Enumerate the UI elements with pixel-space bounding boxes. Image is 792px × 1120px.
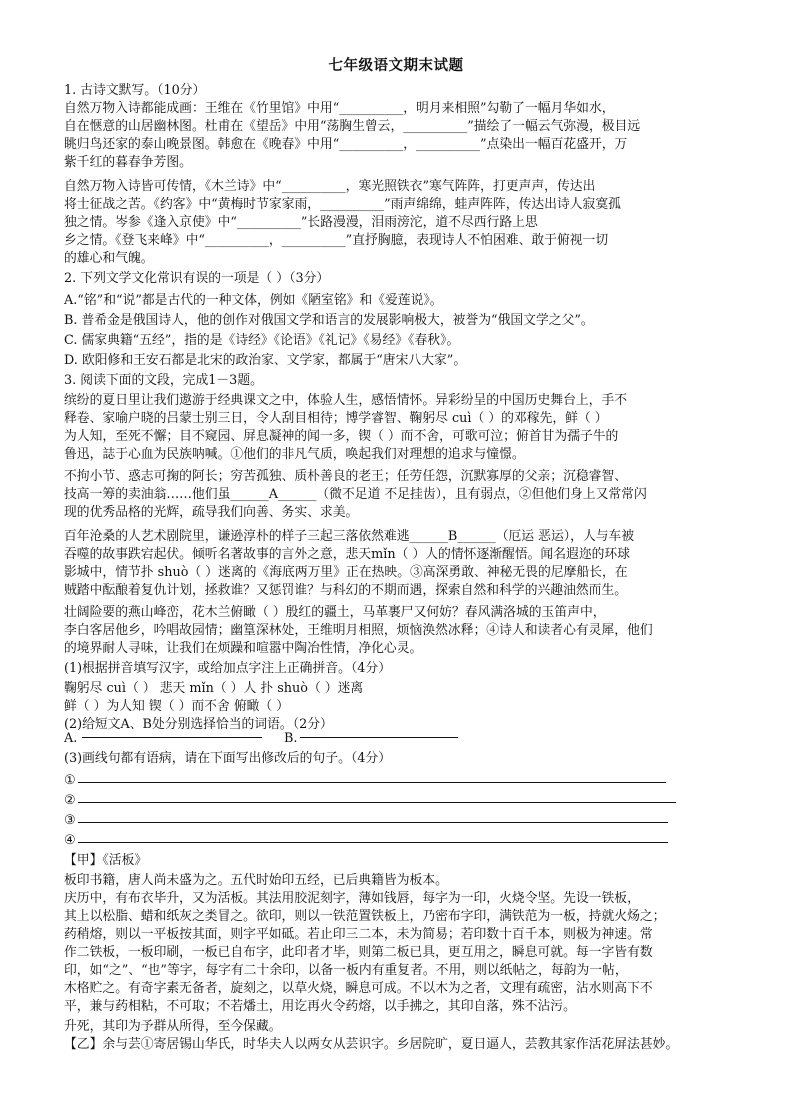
text-line: 药稍熔，则以一平板按其面，则字平如砥。若止印三二本，未为简易；若印数十百千本，则极为神速。常: [64, 927, 653, 942]
text-line: 自然万物入诗皆可传情，《木兰诗》中“__________，寒光照铁衣”寒气阵阵，打更声声，传达出: [64, 179, 596, 194]
text-line: 【甲】《活板》: [64, 853, 148, 868]
text-line: 庆历中，有布衣毕升，又为活板。其法用胶泥刻字，薄如钱唇，每字为一印，火烧令坚。先设一铁板，: [64, 891, 640, 906]
text-line: 板印书籍，唐人尚未盛为之。五代时始印五经，已后典籍皆为板本。: [64, 873, 448, 888]
text-line: 释卷、家喻户晓的吕蒙士别三日，令人刮目相待；博学睿智、鞠躬尽 cuì（ ）的邓稼先，鲜（ ）: [64, 411, 608, 426]
text-line: 为人知，至死不懈；目不窥园、屏息凝神的闻一多，锲（ ）而不舍，可歌可泣；俯首甘为孺子牛的: [64, 429, 619, 444]
text-line: 鲁迅，誌于心血为民族呐喊。①他们的非凡气质，唤起我们对理想的追求与憧憬。: [64, 447, 525, 462]
exam-title: 七年级语文期末试题: [328, 57, 464, 74]
text-line: 不拘小节、惑志可掬的阿长；穷苦孤独、质朴善良的老王；任劳任怨，沉默寡厚的父亲；沉稳睿智、: [64, 469, 628, 484]
text-line: 将士征战之苦。《约客》中“黄梅时节家家雨，__________”雨声绵绵，蛙声阵阵，传达出诗人寂寞孤: [64, 197, 621, 212]
answer-line-a: [82, 737, 262, 738]
text-line: 壮阔险要的燕山峰峦，花木兰俯瞰（ ）殷红的疆土，马革裹尸又何妨？春风满洛城的玉笛声中，: [64, 605, 606, 620]
answer-line-3: [78, 822, 668, 823]
text-line: (1)根据拼音填写汉字，或给加点字注上正确拼音。（4分）: [64, 661, 391, 676]
text-line: 的雄心和气魄。: [64, 251, 154, 266]
text-line: 影城中，情节扑 shuò（ ）迷离的《海底两万里》正在热映。③高深勇敢、神秘无畏的尼摩船长，在: [64, 565, 628, 580]
text-line: 乡之情。《登飞来峰》中“__________，__________”直抒胸臆，表现诗人不怕困难、敢于俯视一切: [64, 233, 609, 248]
text-line: ③: [64, 813, 76, 828]
text-line: 缤纷的夏日里让我们遨游于经典课文之中，体验人生，感悟情怀。异彩纷呈的中国历史舞台上，手不: [64, 393, 628, 408]
text-line: 鲜（ ）为人知 锲（ ）而不舍 俯瞰（ ）: [64, 699, 290, 714]
text-line: 紫千红的暮春争芳图。: [64, 155, 192, 170]
text-line: 1. 古诗文默写。（10分）: [64, 83, 206, 98]
text-line: 作二铁板，一板印刷，一板已自布字，此印者才毕，则第二板已具，更互用之，瞬息可就。每一字皆有数: [64, 945, 653, 960]
text-line: 技高一筹的卖油翁……他们虽______A______（微不足道 不足挂齿），且有弱点，②但他们身上又常常闪: [64, 487, 647, 502]
text-line: 其上以松脂、蜡和纸灰之类冒之。欲印，则以一铁范置铁板上，乃密布字印，满铁范为一板，持就火炀之；: [64, 909, 666, 924]
text-line: (3)画线句都有语病，请在下面写出修改后的句子。（4分）: [64, 751, 391, 766]
text-line: 自然万物入诗都能成画：王维在《竹里馆》中用“__________，明月来相照”勾勒了一幅月华如水，: [64, 101, 615, 116]
text-line: D. 欧阳修和王安石都是北宋的政治家、文学家，都属于“唐宋八大家”。: [64, 353, 467, 368]
text-line: 眺归鸟还家的泰山晚景图。韩愈在《晚春》中用“__________，__________”点染出一幅百花盛开，万: [64, 137, 628, 152]
text-line: 吞噬的故事跌宕起伏。倾听名著故事的言外之意，悲天mǐn（ ）人的情怀逐渐醒悟。闻名遐迩的环球: [64, 547, 631, 562]
text-line: ①: [64, 773, 76, 788]
text-line: C. 儒家典籍“五经”，指的是《诗经》《论语》《礼记》《易经》《春秋》。: [64, 333, 460, 348]
text-line: 平，兼与药相粘，不可取；不若燔土，用讫再火令药熔，以手拂之，其印自落，殊不沾污。: [64, 999, 576, 1014]
answer-line-b: [300, 737, 458, 738]
answer-line-4: [78, 842, 668, 843]
text-line: A.“铭”和“说”都是古代的一种文体，例如《陋室铭》和《爱莲说》。: [64, 293, 443, 308]
text-line: 2. 下列文学文化常识有误的一项是（ ）（3分）: [64, 271, 330, 286]
answer-line-1: [78, 782, 666, 783]
text-line: 3. 阅读下面的文段，完成1－3题。: [64, 373, 263, 388]
text-line: 现的优秀品格的光辉，疏导我们向善、务实、求美。: [64, 505, 359, 520]
text-line: A.: [64, 731, 78, 746]
text-line: 木格贮之。有奇字素无备者，旋刻之，以草火烧，瞬息可成。不以木为之者，文理有疏密，沾水则高下不: [64, 981, 653, 996]
text-line: 【乙】余与芸①寄居锡山华氏，时华夫人以两女从芸识字。乡居院旷，夏日逼人，芸教其家作活花屏法甚妙。: [64, 1037, 679, 1052]
text-line: ②: [64, 793, 76, 808]
text-line: 贼踏中酝酿着复仇计划，拯救谁？又惩罚谁？与科幻的不期而遇，探索自然和科学的兴趣油然而生。: [64, 583, 628, 598]
text-line: B.: [284, 731, 298, 746]
answer-line-2: [78, 802, 676, 803]
text-line: 印，如“之”、“也”等字，每字有二十余印，以备一板内有重复者。不用，则以纸帖之，每韵为一帖，: [64, 963, 628, 978]
text-line: 鞠躬尽 cuì（ ） 悲天 mǐn（ ）人 扑 shuò（ ）迷离: [64, 681, 364, 696]
text-line: 自在惬意的山居幽林图。杜甫在《望岳》中用“荡胸生曾云，__________”描绘了一幅云气弥漫，极目远: [64, 119, 641, 134]
text-line: 独之情。岑参《逢入京使》中“__________”长路漫漫，泪雨滂沱，道不尽西行路上思: [64, 215, 538, 230]
text-line: B. 普希金是俄国诗人，他的创作对俄国文学和语言的发展影响极大，被誉为“俄国文学之父”。: [64, 313, 594, 328]
text-line: 的境界耐人寻味，让我们在烦躁和喧嚣中陶冶性情，净化心灵。: [64, 641, 423, 656]
text-line: (2)给短文A、B处分别选择恰当的词语。（2分）: [64, 717, 333, 732]
text-line: 李白客居他乡，吟唱故园情；幽篁深林处，王维明月相照，烦恼涣然冰释；④诗人和读者心有灵犀，他们: [64, 623, 653, 638]
text-line: 百年沧桑的人艺术剧院里，谦逊淳朴的样子三起三落依然难逃______B______（厄运 恶运），人与车被: [64, 529, 635, 544]
text-line: ④: [64, 833, 76, 848]
text-line: 升死，其印为予群从所得，至今保藏。: [64, 1019, 282, 1034]
